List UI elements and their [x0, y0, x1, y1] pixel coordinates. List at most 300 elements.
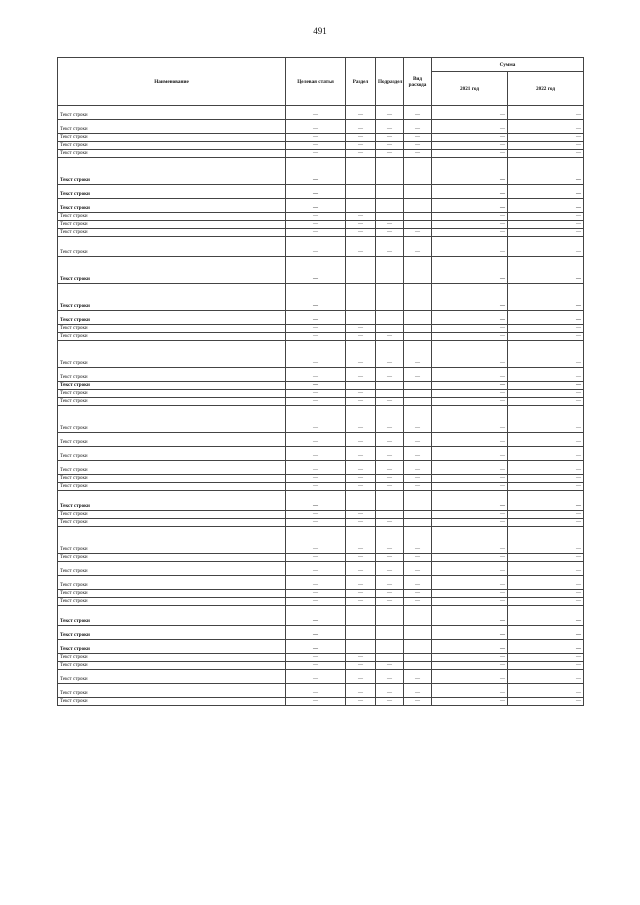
table-row [58, 626, 584, 640]
cell-name: Текст строки [58, 527, 286, 554]
cell-section: — [346, 670, 376, 684]
cell-name: Текст строки [58, 398, 286, 406]
cell-section: — [346, 461, 376, 475]
cell-target: — [286, 461, 346, 475]
cell-expense-type [404, 158, 432, 185]
cell-section: — [346, 368, 376, 382]
cell-subsection [376, 311, 404, 325]
cell-expense-type [404, 626, 432, 640]
cell-sum-2021: — [432, 698, 508, 706]
cell-sum-2022: — [508, 221, 584, 229]
cell-expense-type [404, 257, 432, 284]
cell-subsection: — [376, 406, 404, 433]
cell-name: Текст строки [58, 576, 286, 590]
cell-name: Текст строки [58, 662, 286, 670]
cell-sum-2021: — [432, 590, 508, 598]
table-row [58, 311, 584, 325]
cell-sum-2021: — [432, 325, 508, 333]
cell-sum-2021: — [432, 158, 508, 185]
cell-subsection: — [376, 684, 404, 698]
cell-section: — [346, 698, 376, 706]
cell-subsection [376, 640, 404, 654]
cell-expense-type [404, 333, 432, 341]
cell-name: Текст строки [58, 134, 286, 142]
cell-section: — [346, 134, 376, 142]
cell-target: — [286, 237, 346, 257]
cell-expense-type: — [404, 684, 432, 698]
cell-section: — [346, 398, 376, 406]
cell-expense-type [404, 390, 432, 398]
cell-subsection: — [376, 461, 404, 475]
cell-sum-2022: — [508, 554, 584, 562]
table-body [58, 106, 584, 706]
cell-subsection: — [376, 662, 404, 670]
cell-target: — [286, 134, 346, 142]
cell-section: — [346, 511, 376, 519]
cell-target: — [286, 554, 346, 562]
table-row [58, 150, 584, 158]
cell-subsection [376, 199, 404, 213]
cell-expense-type [404, 382, 432, 390]
cell-sum-2022: — [508, 398, 584, 406]
table-row [58, 640, 584, 654]
cell-sum-2022: — [508, 684, 584, 698]
cell-sum-2022: — [508, 662, 584, 670]
cell-expense-type [404, 325, 432, 333]
cell-target: — [286, 406, 346, 433]
cell-sum-2021: — [432, 106, 508, 120]
cell-target: — [286, 382, 346, 390]
cell-section: — [346, 654, 376, 662]
table-row [58, 684, 584, 698]
table-row [58, 390, 584, 398]
cell-name: Текст строки [58, 158, 286, 185]
cell-name: Текст строки [58, 142, 286, 150]
cell-section: — [346, 333, 376, 341]
cell-target: — [286, 120, 346, 134]
cell-expense-type [404, 284, 432, 311]
cell-subsection [376, 284, 404, 311]
cell-sum-2021: — [432, 390, 508, 398]
cell-sum-2022: — [508, 229, 584, 237]
cell-expense-type: — [404, 475, 432, 483]
cell-section [346, 606, 376, 626]
cell-name: Текст строки [58, 511, 286, 519]
cell-sum-2021: — [432, 229, 508, 237]
table-row [58, 511, 584, 519]
cell-name: Текст строки [58, 562, 286, 576]
cell-sum-2021: — [432, 562, 508, 576]
cell-section: — [346, 527, 376, 554]
cell-sum-2021: — [432, 684, 508, 698]
cell-section [346, 491, 376, 511]
cell-name: Текст строки [58, 698, 286, 706]
cell-target: — [286, 284, 346, 311]
cell-subsection: — [376, 333, 404, 341]
cell-name: Текст строки [58, 670, 286, 684]
cell-subsection [376, 213, 404, 221]
table-row [58, 120, 584, 134]
cell-sum-2021: — [432, 221, 508, 229]
cell-section [346, 640, 376, 654]
cell-section [346, 185, 376, 199]
cell-expense-type [404, 640, 432, 654]
cell-section: — [346, 562, 376, 576]
cell-sum-2022: — [508, 406, 584, 433]
cell-sum-2022: — [508, 311, 584, 325]
cell-subsection: — [376, 221, 404, 229]
cell-name: Текст строки [58, 199, 286, 213]
cell-sum-2022: — [508, 106, 584, 120]
cell-sum-2022: — [508, 325, 584, 333]
header-sum: Сумма [432, 58, 584, 72]
cell-expense-type: — [404, 134, 432, 142]
cell-sum-2022: — [508, 341, 584, 368]
table-row [58, 433, 584, 447]
cell-sum-2021: — [432, 626, 508, 640]
cell-name: Текст строки [58, 390, 286, 398]
cell-section [346, 284, 376, 311]
table-row [58, 185, 584, 199]
cell-subsection [376, 626, 404, 640]
cell-target: — [286, 106, 346, 120]
cell-subsection: — [376, 554, 404, 562]
cell-section: — [346, 684, 376, 698]
cell-expense-type: — [404, 341, 432, 368]
table-row [58, 527, 584, 554]
cell-section: — [346, 433, 376, 447]
cell-subsection: — [376, 134, 404, 142]
cell-subsection: — [376, 237, 404, 257]
page-number: 491 [313, 26, 327, 36]
table-row [58, 284, 584, 311]
cell-target: — [286, 626, 346, 640]
cell-sum-2022: — [508, 120, 584, 134]
cell-target: — [286, 519, 346, 527]
cell-sum-2021: — [432, 483, 508, 491]
cell-expense-type: — [404, 562, 432, 576]
cell-expense-type: — [404, 483, 432, 491]
cell-sum-2021: — [432, 527, 508, 554]
cell-name: Текст строки [58, 433, 286, 447]
cell-sum-2022: — [508, 640, 584, 654]
cell-sum-2022: — [508, 511, 584, 519]
cell-subsection: — [376, 150, 404, 158]
header-target: Целевая статья [286, 58, 346, 106]
cell-name: Текст строки [58, 406, 286, 433]
cell-name: Текст строки [58, 654, 286, 662]
cell-target: — [286, 662, 346, 670]
table-row [58, 333, 584, 341]
header-section: Раздел [346, 58, 376, 106]
cell-name: Текст строки [58, 684, 286, 698]
cell-sum-2022: — [508, 213, 584, 221]
cell-expense-type [404, 511, 432, 519]
cell-sum-2021: — [432, 237, 508, 257]
cell-sum-2021: — [432, 519, 508, 527]
cell-name: Текст строки [58, 221, 286, 229]
header-year-2022: 2022 год [508, 72, 584, 106]
cell-target: — [286, 684, 346, 698]
cell-name: Текст строки [58, 229, 286, 237]
cell-target: — [286, 229, 346, 237]
table-row [58, 554, 584, 562]
cell-sum-2021: — [432, 491, 508, 511]
table-row [58, 491, 584, 511]
cell-sum-2022: — [508, 461, 584, 475]
cell-sum-2021: — [432, 576, 508, 590]
cell-section [346, 199, 376, 213]
cell-target: — [286, 527, 346, 554]
cell-section: — [346, 406, 376, 433]
table-row [58, 134, 584, 142]
table-row [58, 341, 584, 368]
cell-subsection: — [376, 106, 404, 120]
table-row [58, 382, 584, 390]
cell-target: — [286, 150, 346, 158]
cell-subsection: — [376, 598, 404, 606]
cell-section: — [346, 576, 376, 590]
table-row [58, 257, 584, 284]
cell-subsection: — [376, 475, 404, 483]
cell-name: Текст строки [58, 185, 286, 199]
cell-section: — [346, 519, 376, 527]
cell-section: — [346, 120, 376, 134]
cell-sum-2021: — [432, 368, 508, 382]
cell-sum-2021: — [432, 311, 508, 325]
table-row [58, 237, 584, 257]
cell-subsection [376, 158, 404, 185]
cell-subsection [376, 654, 404, 662]
cell-target: — [286, 185, 346, 199]
cell-sum-2022: — [508, 134, 584, 142]
cell-subsection: — [376, 576, 404, 590]
cell-sum-2022: — [508, 237, 584, 257]
cell-expense-type: — [404, 670, 432, 684]
table-header [58, 58, 584, 106]
cell-name: Текст строки [58, 368, 286, 382]
cell-sum-2022: — [508, 158, 584, 185]
cell-name: Текст строки [58, 341, 286, 368]
cell-name: Текст строки [58, 257, 286, 284]
cell-subsection [376, 511, 404, 519]
cell-sum-2022: — [508, 598, 584, 606]
cell-sum-2021: — [432, 199, 508, 213]
table-row [58, 483, 584, 491]
cell-expense-type: — [404, 598, 432, 606]
cell-sum-2022: — [508, 654, 584, 662]
cell-section: — [346, 325, 376, 333]
header-name: Наименование [58, 58, 286, 106]
table-row [58, 106, 584, 120]
cell-sum-2022: — [508, 475, 584, 483]
cell-expense-type: — [404, 590, 432, 598]
cell-expense-type: — [404, 433, 432, 447]
cell-name: Текст строки [58, 491, 286, 511]
cell-sum-2022: — [508, 491, 584, 511]
cell-expense-type: — [404, 698, 432, 706]
cell-target: — [286, 341, 346, 368]
cell-sum-2021: — [432, 511, 508, 519]
cell-subsection: — [376, 527, 404, 554]
table-row [58, 519, 584, 527]
cell-name: Текст строки [58, 590, 286, 598]
cell-expense-type: — [404, 120, 432, 134]
cell-target: — [286, 698, 346, 706]
cell-sum-2021: — [432, 461, 508, 475]
cell-target: — [286, 390, 346, 398]
cell-subsection: — [376, 398, 404, 406]
cell-sum-2022: — [508, 284, 584, 311]
cell-sum-2021: — [432, 670, 508, 684]
cell-target: — [286, 368, 346, 382]
cell-sum-2022: — [508, 257, 584, 284]
cell-subsection [376, 257, 404, 284]
table-row [58, 142, 584, 150]
cell-subsection: — [376, 698, 404, 706]
cell-sum-2022: — [508, 150, 584, 158]
cell-name: Текст строки [58, 554, 286, 562]
cell-sum-2022: — [508, 626, 584, 640]
cell-expense-type: — [404, 142, 432, 150]
cell-sum-2022: — [508, 333, 584, 341]
cell-name: Текст строки [58, 606, 286, 626]
cell-name: Текст строки [58, 483, 286, 491]
cell-section [346, 158, 376, 185]
cell-target: — [286, 213, 346, 221]
cell-name: Текст строки [58, 333, 286, 341]
cell-section: — [346, 662, 376, 670]
cell-sum-2021: — [432, 606, 508, 626]
cell-name: Текст строки [58, 598, 286, 606]
cell-target: — [286, 398, 346, 406]
table-row [58, 368, 584, 382]
cell-sum-2021: — [432, 662, 508, 670]
cell-sum-2022: — [508, 382, 584, 390]
cell-section: — [346, 142, 376, 150]
table-row [58, 229, 584, 237]
cell-sum-2021: — [432, 284, 508, 311]
cell-sum-2022: — [508, 519, 584, 527]
cell-sum-2022: — [508, 590, 584, 598]
cell-section: — [346, 447, 376, 461]
cell-section [346, 626, 376, 640]
cell-sum-2021: — [432, 398, 508, 406]
cell-section: — [346, 237, 376, 257]
cell-target: — [286, 311, 346, 325]
cell-expense-type: — [404, 447, 432, 461]
cell-subsection: — [376, 341, 404, 368]
table-row [58, 406, 584, 433]
table-row [58, 199, 584, 213]
cell-section: — [346, 106, 376, 120]
table-row [58, 461, 584, 475]
cell-name: Текст строки [58, 284, 286, 311]
cell-name: Текст строки [58, 106, 286, 120]
cell-section: — [346, 590, 376, 598]
cell-subsection: — [376, 142, 404, 150]
cell-sum-2022: — [508, 576, 584, 590]
cell-subsection: — [376, 519, 404, 527]
cell-sum-2022: — [508, 698, 584, 706]
cell-sum-2021: — [432, 120, 508, 134]
table-row [58, 662, 584, 670]
cell-section: — [346, 475, 376, 483]
table-row [58, 221, 584, 229]
cell-subsection: — [376, 562, 404, 576]
cell-sum-2022: — [508, 368, 584, 382]
cell-expense-type: — [404, 150, 432, 158]
cell-name: Текст строки [58, 447, 286, 461]
table-row [58, 475, 584, 483]
cell-sum-2021: — [432, 640, 508, 654]
cell-name: Текст строки [58, 461, 286, 475]
cell-subsection: — [376, 483, 404, 491]
cell-target: — [286, 590, 346, 598]
cell-section: — [346, 229, 376, 237]
cell-target: — [286, 142, 346, 150]
cell-sum-2021: — [432, 447, 508, 461]
cell-target: — [286, 475, 346, 483]
cell-sum-2021: — [432, 257, 508, 284]
table-row [58, 562, 584, 576]
cell-sum-2021: — [432, 185, 508, 199]
cell-sum-2021: — [432, 654, 508, 662]
cell-subsection [376, 606, 404, 626]
cell-target: — [286, 199, 346, 213]
table-row [58, 576, 584, 590]
cell-expense-type: — [404, 368, 432, 382]
cell-sum-2021: — [432, 134, 508, 142]
cell-expense-type [404, 185, 432, 199]
cell-section: — [346, 554, 376, 562]
cell-subsection [376, 390, 404, 398]
cell-sum-2021: — [432, 433, 508, 447]
table-row [58, 698, 584, 706]
cell-sum-2021: — [432, 382, 508, 390]
cell-sum-2022: — [508, 185, 584, 199]
cell-expense-type [404, 311, 432, 325]
table-row [58, 447, 584, 461]
cell-expense-type [404, 213, 432, 221]
cell-section: — [346, 221, 376, 229]
cell-section: — [346, 341, 376, 368]
cell-expense-type: — [404, 576, 432, 590]
table-row [58, 590, 584, 598]
cell-subsection: — [376, 120, 404, 134]
cell-target: — [286, 654, 346, 662]
cell-subsection [376, 382, 404, 390]
cell-name: Текст строки [58, 237, 286, 257]
cell-name: Текст строки [58, 311, 286, 325]
cell-sum-2021: — [432, 142, 508, 150]
cell-section: — [346, 390, 376, 398]
cell-section: — [346, 598, 376, 606]
cell-name: Текст строки [58, 519, 286, 527]
cell-name: Текст строки [58, 213, 286, 221]
cell-sum-2022: — [508, 562, 584, 576]
table-row [58, 670, 584, 684]
cell-expense-type: — [404, 406, 432, 433]
cell-sum-2021: — [432, 333, 508, 341]
cell-target: — [286, 511, 346, 519]
cell-name: Текст строки [58, 325, 286, 333]
cell-target: — [286, 640, 346, 654]
cell-expense-type: — [404, 229, 432, 237]
cell-target: — [286, 576, 346, 590]
cell-section [346, 311, 376, 325]
cell-sum-2021: — [432, 598, 508, 606]
